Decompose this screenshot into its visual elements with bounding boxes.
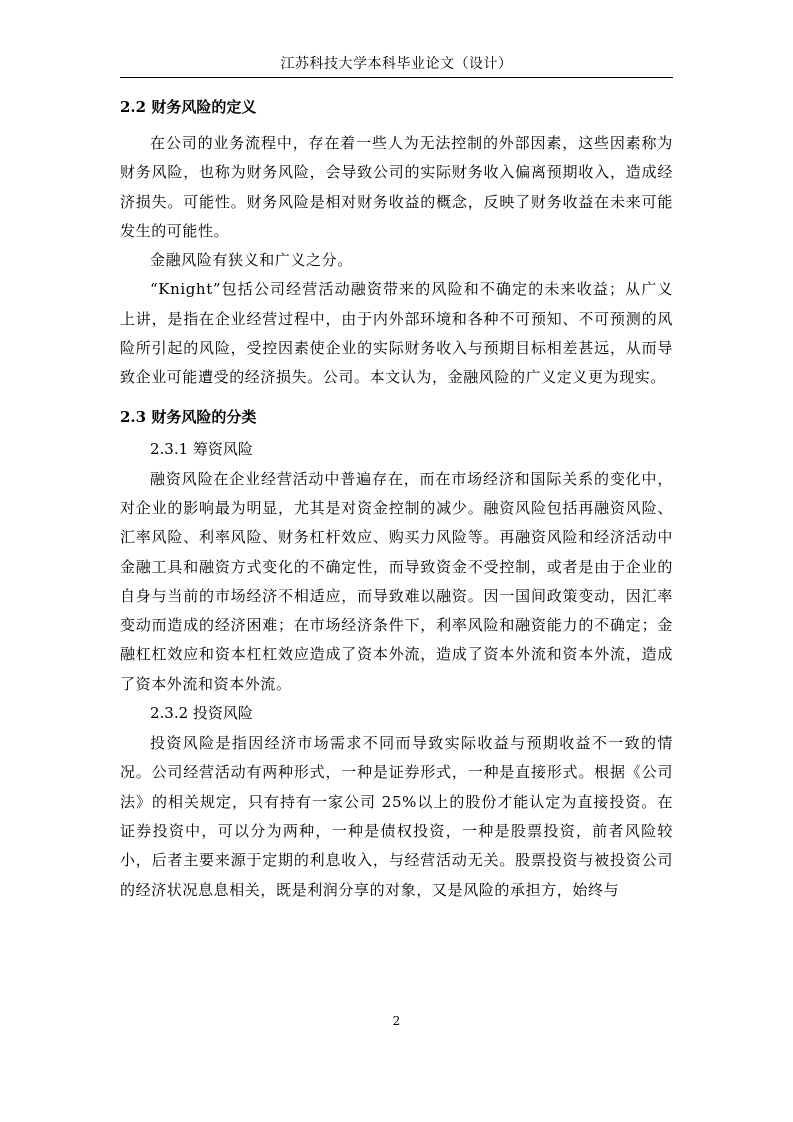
running-header: 江苏科技大学本科毕业论文（设计）: [280, 56, 513, 72]
paragraph-financing-risk: 融资风险在企业经营活动中普遍存在，而在市场经济和国际关系的变化中，对企业的影响最为明显，尤其是对资金控制的减少。融资风险包括再融资风险、汇率风险、利率风险、财务杠杆效应、购买力风险等。再融资风险和经济活动中金融工具和融资方式变化的不确定性，而导致资金不受控制，或者是由于企业的自身与当前的市场经济不相适应，而导致难以融资。因一国间政策变动，因汇率变动而造成的经济困难；在市场经济条件下，利率风险和融资能力的不确定；金融杠杠效应和资本杠杠效应造成了资本外流，造成了资本外流和资本外流，造成了资本外流和资本外流。: [120, 469, 673, 693]
paragraph-broad-narrow: 金融风险有狭义和广义之分。: [150, 251, 353, 270]
section-heading-2-3: 2.3 财务风险的分类: [120, 407, 257, 426]
subsection-heading-2-3-1: 2.3.1 筹资风险: [150, 439, 253, 458]
section-heading-2-2: 2.2 财务风险的定义: [120, 98, 257, 116]
page-number: 2: [392, 1014, 401, 1028]
paragraph-investment-risk: 投资风险是指因经济市场需求不同而导致实际收益与预期收益不一致的情况。公司经营活动有两种形式，一种是证券形式，一种是直接形式。根据《公司法》的相关规定，只有持有一家公司 25%以上的股份才能认定为直接投资。在证券投资中，可以分为两种，一种是债权投资，一种是股票投资，前者风险较小，后者主要来源于定期的利息收入，与经营活动无关。股票投资与被投资公司的经济状况息息相关，既是利润分享的对象，又是风险的承担方，始终与: [120, 734, 673, 899]
subsection-heading-2-3-2: 2.3.2 投资风险: [150, 704, 253, 723]
paragraph-definition: 在公司的业务流程中，存在着一些人为无法控制的外部因素，这些因素称为财务风险，也称为财务风险，会导致公司的实际财务收入偏离预期收入，造成经济损失。可能性。财务风险是相对财务收益的概念，反映了财务收益在未来可能发生的可能性。: [120, 134, 673, 240]
paragraph-knight: “Knight”包括公司经营活动融资带来的风险和不确定的未来收益；从广义上讲，是指在企业经营过程中，由于内外部环境和各种不可预知、不可预测的风险所引起的风险，受控因素使企业的实际财务收入与预期目标相差甚远，从而导致企业可能遭受的经济损失。公司。本文认为，金融风险的广义定义更为现实。: [120, 280, 673, 387]
page-body: [120, 95, 673, 905]
header-rule: [120, 77, 673, 78]
